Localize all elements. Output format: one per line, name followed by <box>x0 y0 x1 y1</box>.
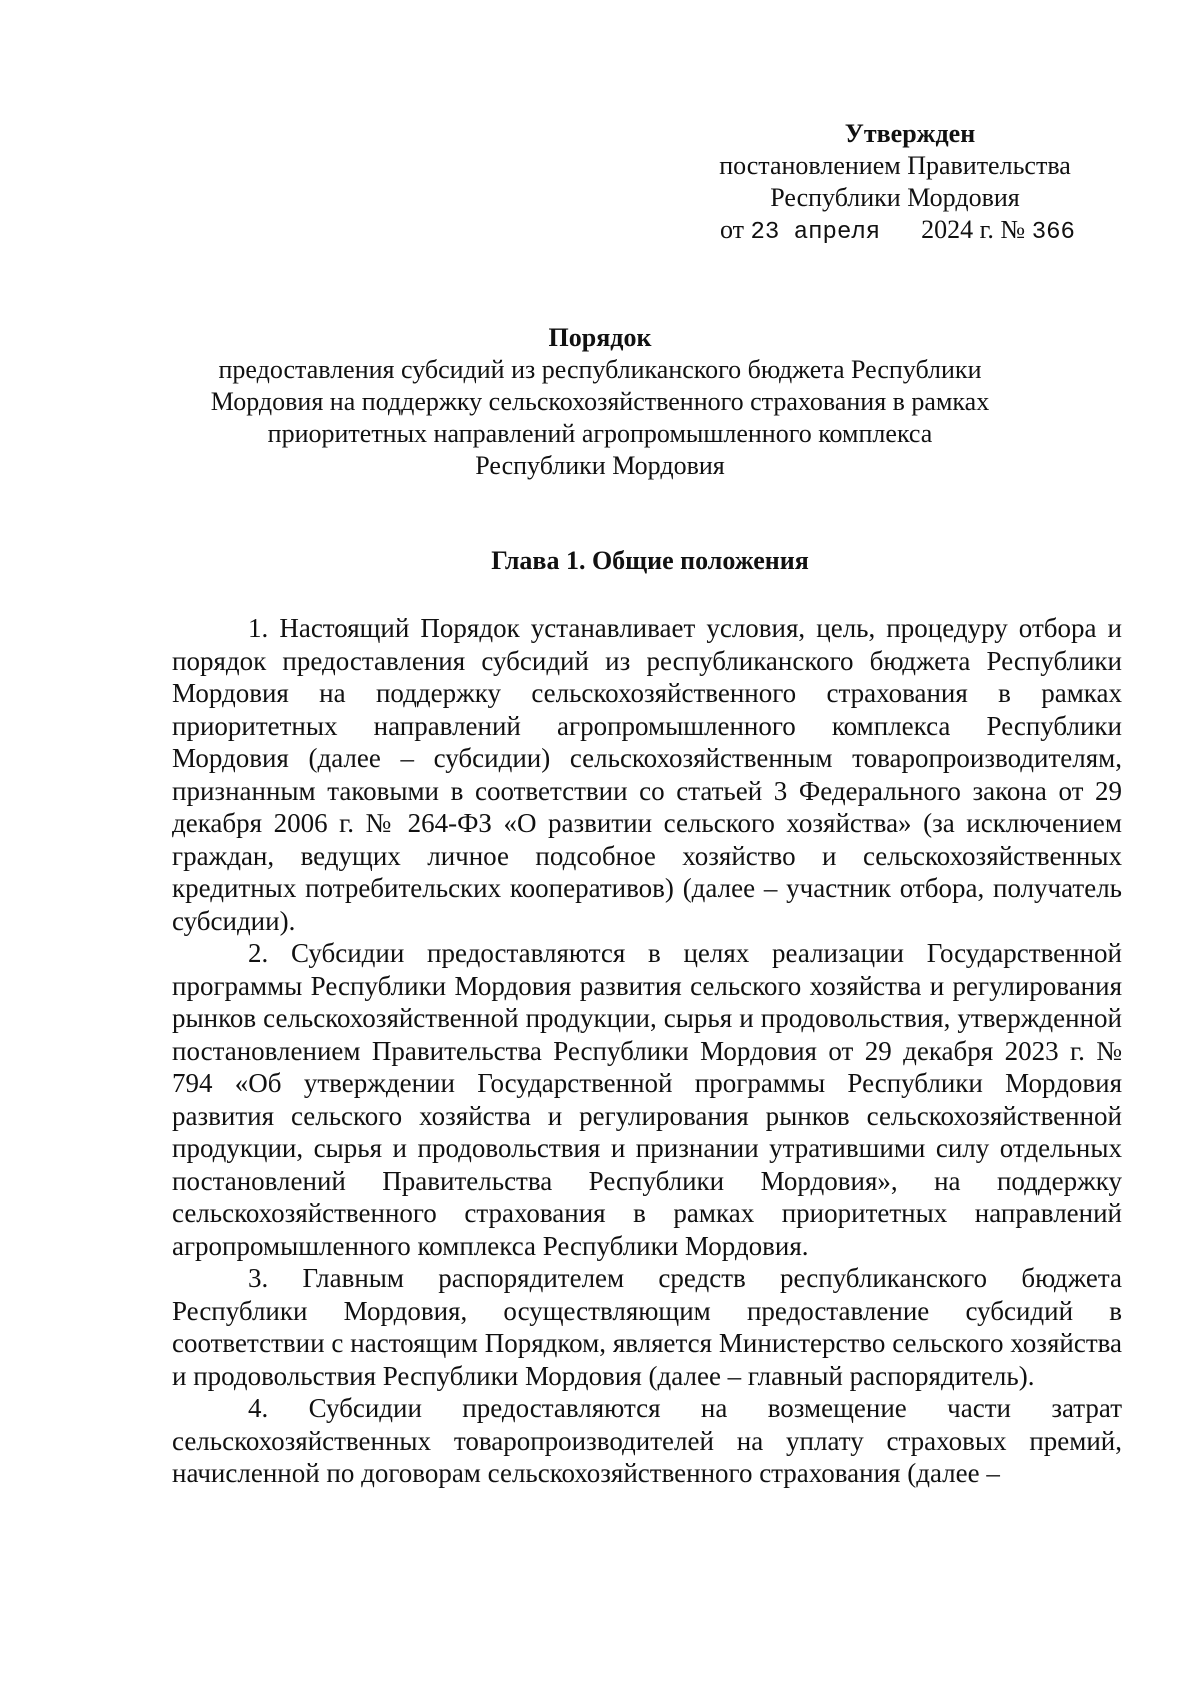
approval-line-1: постановлением Правительства <box>719 151 1071 180</box>
paragraph-2: 2. Субсидии предоставляются в целях реализации Государственной программы Республики Мордовия развития сельского хозяйства и регулирования рынков сельскохозяйственной продукции, сырья и продовольствия, утвержденной постановлением Правительства Республики Мордовия от 29 декабря 2023 г. № 794 «Об утверждении Государственной программы Республики Мордовия развития сельского хозяйства и регулирования рынков сельскохозяйственной продукции, сырья и продовольствия и признании утратившими силу отдельных постановлений Правительства Республики Мордовия», на поддержку сельскохозяйственного страхования в рамках приоритетных направлений агропромышленного комплекса Республики Мордовия. <box>172 938 1122 1261</box>
paragraph-1: 1. Настоящий Порядок устанавливает условия, цель, процедуру отбора и порядок предоставления субсидий из республиканского бюджета Республики Мордовия на поддержку сельскохозяйственного страхования в рамках приоритетных направлений агропромышленного комплекса Республики Мордовия (далее – субсидии) сельскохозяйственным товаропроизводителям, признанным таковыми в соответствии со статьей 3 Федерального закона от 29 декабря 2006 г. № 264-ФЗ «О развитии сельского хозяйства» (за исключением граждан, ведущих личное подсобное хозяйство и сельскохозяйственных кредитных потребительских кооперативов) (далее – участник отбора, получатель субсидии). <box>172 613 1122 936</box>
document-body <box>172 612 1122 1490</box>
subtitle-line-1: предоставления субсидий из республиканского бюджета Республики <box>218 355 982 384</box>
subtitle-line-2: Мордовия на поддержку сельскохозяйственного страхования в рамках <box>210 387 990 416</box>
document-title: Порядок <box>548 323 652 352</box>
subtitle-line-3: приоритетных направлений агропромышленного комплекса <box>267 419 933 448</box>
document-title-block <box>150 322 1050 482</box>
date-year: 2024 г. № <box>921 215 1026 244</box>
approval-heading: Утвержден <box>844 119 976 148</box>
approval-stamp-block <box>660 118 1130 249</box>
document-number: 366 <box>1031 219 1075 246</box>
subtitle-line-4: Республики Мордовия <box>475 451 725 480</box>
date-day-month: 23 апреля <box>750 219 881 246</box>
approval-line-2: Республики Мордовия <box>770 183 1020 212</box>
paragraph-3: 3. Главным распорядителем средств республиканского бюджета Республики Мордовия, осуществляющим предоставление субсидий в соответствии с настоящим Порядком, является Министерство сельского хозяйства и продовольствия Республики Мордовия (далее – главный распорядитель). <box>172 1263 1122 1391</box>
date-prefix: от <box>720 215 745 244</box>
approval-date-line <box>660 214 1130 249</box>
paragraph-4: 4. Субсидии предоставляются на возмещение части затрат сельскохозяйственных товаропроизводителей на уплату страховых премий, начисленной по договорам сельскохозяйственного страхования (далее – <box>172 1393 1122 1488</box>
chapter-heading: Глава 1. Общие положения <box>491 546 809 575</box>
